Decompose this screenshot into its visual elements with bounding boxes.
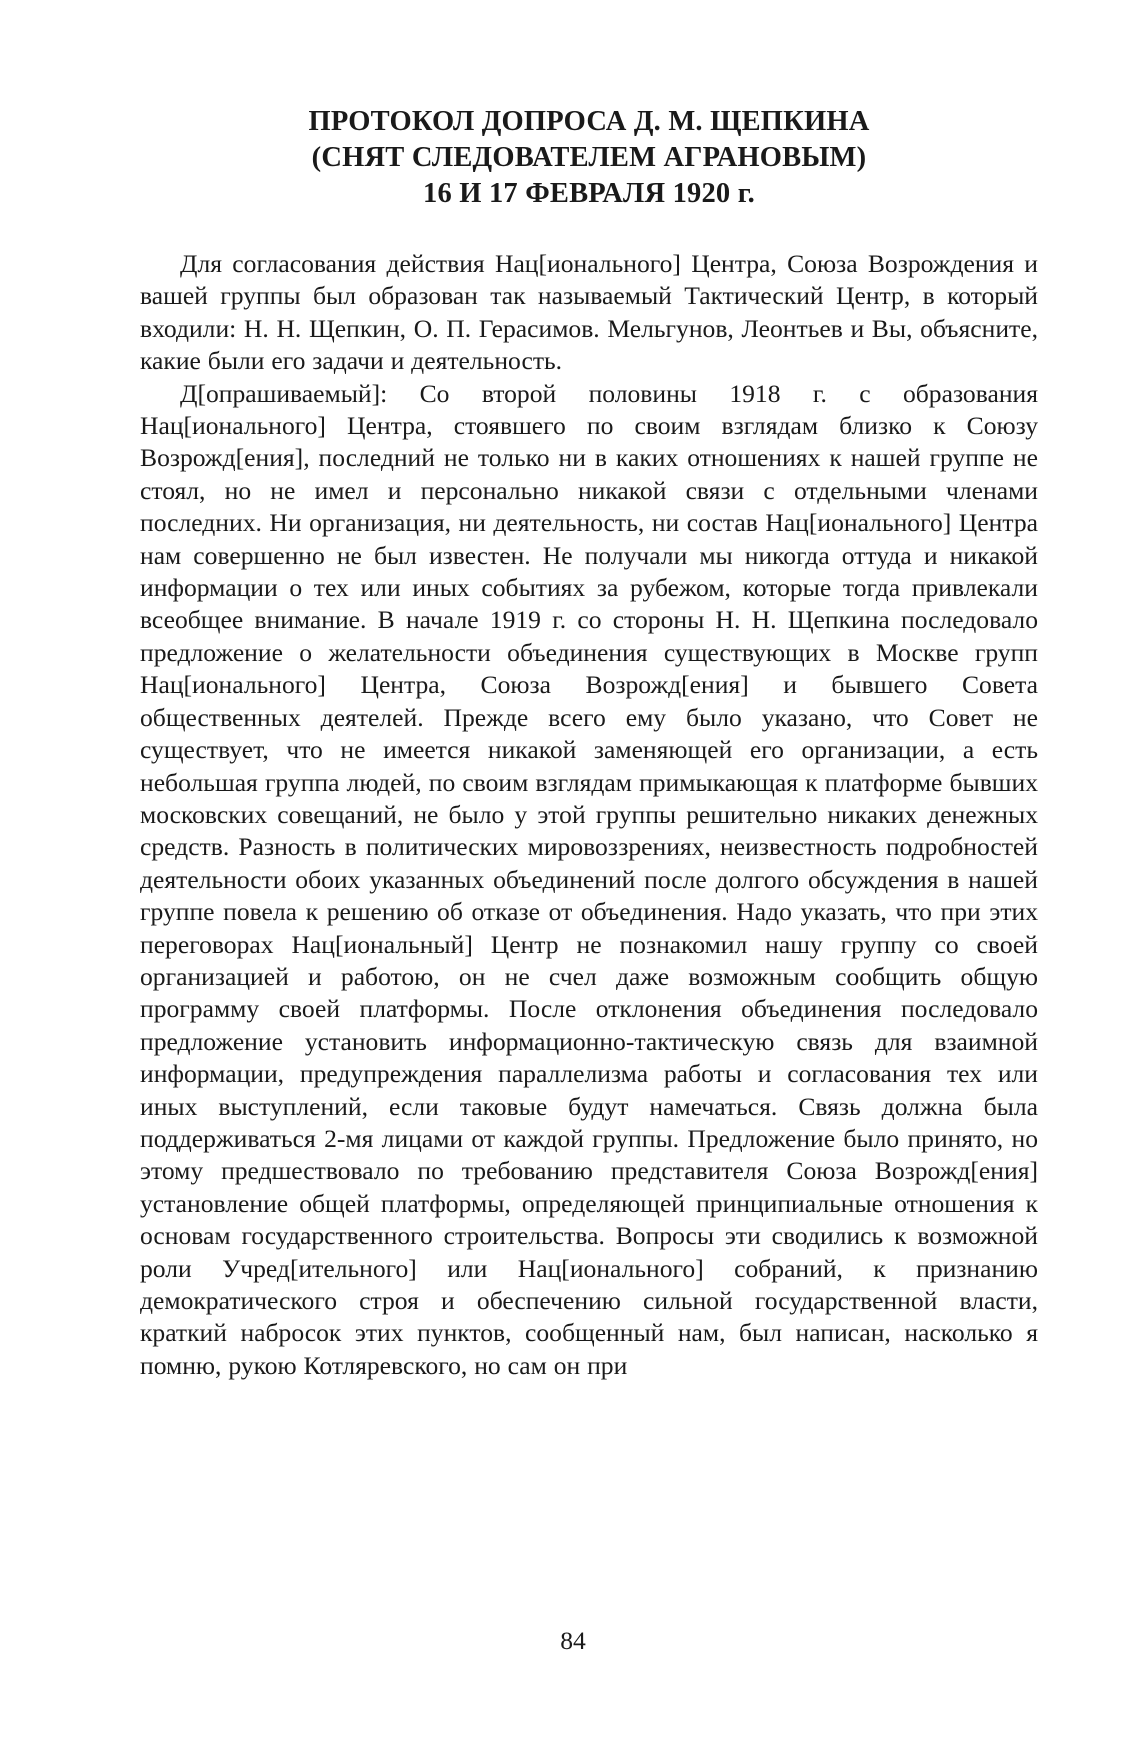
title-line-2: (СНЯТ СЛЕДОВАТЕЛЕМ АГРАНОВЫМ): [311, 142, 867, 173]
document-title: [140, 104, 1038, 212]
question-paragraph: Для согласования действия Нац[ионального] Центра, Союза Возрождения и вашей группы был образован так называемый Тактический Центр, в который входили: Н. Н. Щепкин, О. П. Герасимов. Мельгунов, Леонтьев и Вы, объясните, какие были его задачи и деятельность.: [140, 249, 1038, 376]
answer-paragraph: Д[опрашиваемый]: Со второй половины 1918 г. с образования Нац[ионального] Центра, стоявшего по своим взглядам близко к Союзу Возрожд[ения], последний не только ни в каких отношениях к нашей группе не стоял, но не имел и персонально никакой связи с отдельными членами последних. Ни организация, ни деятельность, ни состав Нац[ионального] Центра нам совершенно не был известен. Не получали мы никогда оттуда и никакой информации о тех или иных событиях за рубежом, которые тогда привлекали всеобщее внимание. В начале 1919 г. со стороны Н. Н. Щепкина последовало предложение о желательности объединения существующих в Москве групп Нац[ионального] Центра, Союза Возрожд[ения] и бывшего Совета общественных деятелей. Прежде всего ему было указано, что Совет не существует, что не имеется никакой заменяющей его организации, а есть небольшая группа людей, по своим взглядам примыкающая к платформе бывших московских совещаний, не было у этой группы решительно никаких денежных средств. Разность в политических мировоззрениях, неизвестность подробностей деятельности обоих указанных объединений после долгого обсуждения в нашей группе повела к решению об отказе от объединения. Надо указать, что при этих переговорах Нац[иональный] Центр не познакомил нашу группу со своей организацией и работою, он не счел даже возможным сообщить общую программу своей платформы. После отклонения объединения последовало предложение установить информационно-тактическую связь для взаимной информации, предупреждения параллелизма работы и согласования тех или иных выступлений, если таковые будут намечаться. Связь должна была поддерживаться 2-мя лицами от каждой группы. Предложение было принято, но этому предшествовало по требованию представителя Союза Возрожд[ения] установление общей платформы, определяющей принципиальные отношения к основам государственного строительства. Вопросы эти сводились к возможной роли Учред[ительного] или Нац[ионального] собраний, к признанию демократического строя и обеспечению сильной государственной власти, краткий набросок этих пунктов, сообщенный нам, был написан, насколько я помню, рукою Котляревского, но сам он при: [140, 378, 1038, 1380]
title-line-3: 16 И 17 ФЕВРАЛЯ 1920 г.: [423, 178, 755, 209]
page-number: 84: [560, 1626, 586, 1655]
page-content: [140, 104, 1038, 1382]
title-line-1: ПРОТОКОЛ ДОПРОСА Д. М. ЩЕПКИНА: [308, 106, 870, 137]
